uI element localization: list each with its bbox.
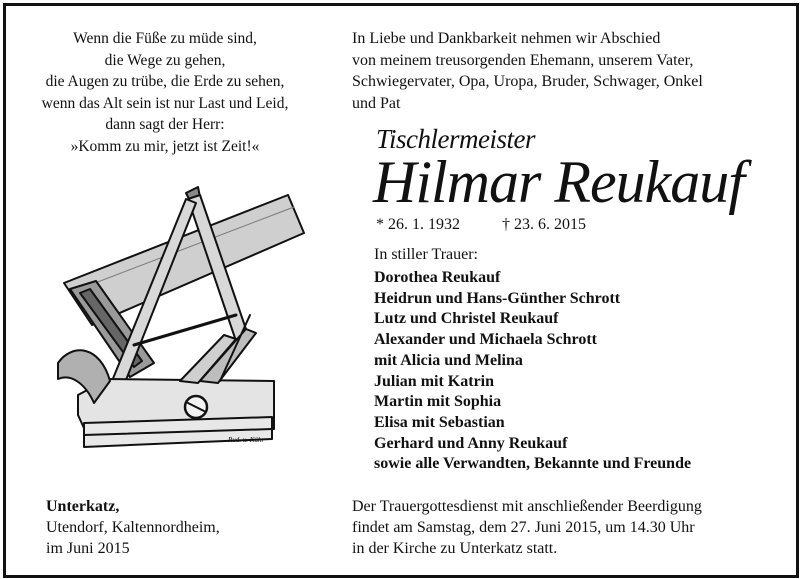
intro-line: und Pat [352, 94, 401, 112]
poem-line: die Augen zu trübe, die Erde zu sehen, [45, 73, 285, 90]
poem [20, 28, 310, 157]
mourner: Martin mit Sophia [374, 393, 502, 411]
service-line: in der Kirche zu Unterkatz statt. [352, 540, 558, 557]
poem-line: »Komm zu mir, jetzt ist Zeit!« [70, 137, 260, 155]
intro-text [352, 28, 782, 114]
poem-line: die Wege zu gehen, [104, 51, 226, 69]
death-date: † 23. 6. 2015 [502, 216, 586, 233]
deceased-name: Hilmar Reukauf [373, 149, 744, 215]
mourner: Dorothea Reukauf [374, 269, 501, 286]
mourner: Julian mit Katrin [374, 372, 495, 390]
birth-date: * 26. 1. 1932 [376, 216, 460, 233]
service-line: findet am Samstag, dem 27. Juni 2015, um 14.30 Uhr [352, 519, 695, 536]
place-date: im Juni 2015 [46, 540, 130, 557]
mourner: mit Alicia und Melina [374, 351, 523, 369]
funeral-service-info [352, 496, 792, 559]
poem-line: Wenn die Füße zu müde sind, [73, 30, 257, 47]
mourner: Heidrun und Hans-Günther Schrott [374, 289, 621, 307]
poem-line: wenn das Alt sein ist nur Last und Leid, [41, 94, 289, 112]
mourners-list [374, 268, 691, 475]
mourning-label: In stiller Trauer: [374, 246, 478, 263]
intro-line: Schwiegervater, Opa, Uropa, Bruder, Schwager, Onkel [352, 73, 703, 90]
profession-title: Tischlermeister [376, 124, 535, 154]
mourner: Elisa mit Sebastian [374, 413, 505, 431]
poem-line: dann sagt der Herr: [105, 116, 225, 133]
place-and-date [46, 496, 220, 559]
mourner: Gerhard und Anny Reukauf [374, 434, 568, 452]
illustration-signature: Rud. u. Kühr [228, 436, 265, 444]
place-town: Unterkatz, [46, 498, 120, 515]
life-dates [376, 214, 586, 236]
place-others: Utendorf, Kaltennordheim, [46, 519, 220, 536]
intro-line: von meinem treusorgenden Ehemann, unserem Vater, [352, 51, 694, 69]
mourner: Lutz und Christel Reukauf [374, 310, 559, 328]
service-line: Der Trauergottesdienst mit anschließender Beerdigung [352, 498, 702, 515]
mourner: sowie alle Verwandten, Bekannte und Freunde [374, 455, 692, 473]
carpenter-tools-drawing [50, 185, 312, 455]
mourner: Alexander und Michaela Schrott [374, 331, 597, 349]
intro-line: In Liebe und Dankbarkeit nehmen wir Abschied [352, 30, 661, 47]
